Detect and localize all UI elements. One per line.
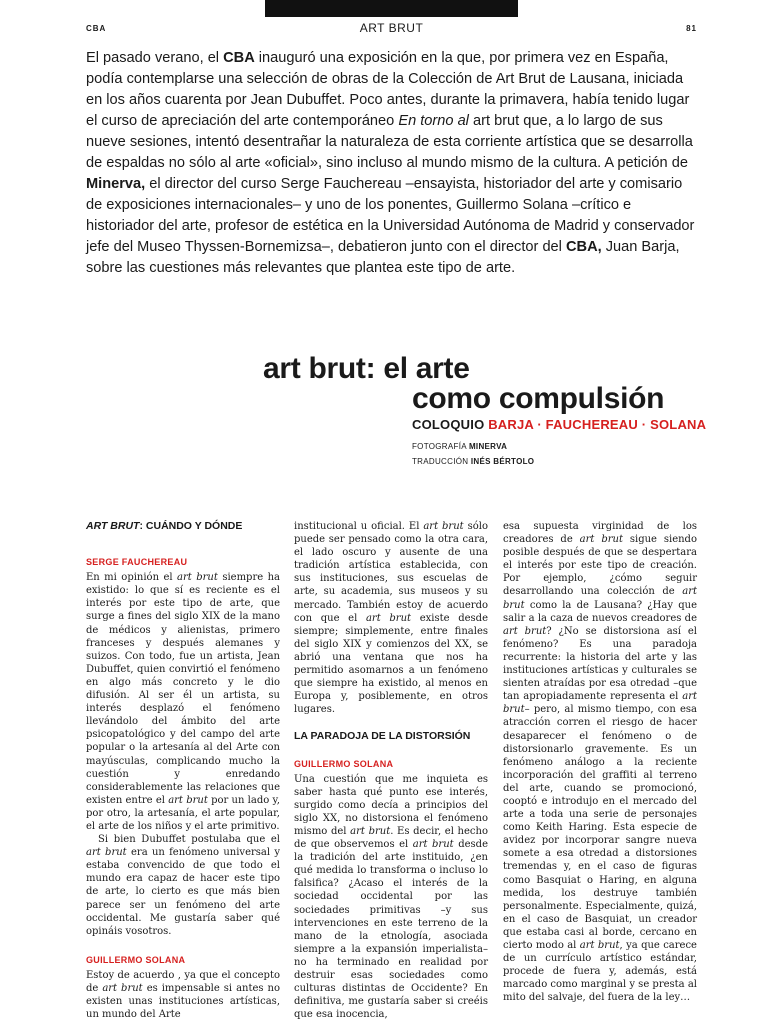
bold-text: Minerva, xyxy=(86,176,146,192)
text-run: como la de Lausana? ¿Hay que salir a la caza de nuevos creadores de xyxy=(503,599,697,624)
text-run: es impensable si antes no existen unas instituciones artísticas, un mundo del Arte xyxy=(86,983,280,1021)
italic-text: art brut xyxy=(579,534,623,546)
italic-text: art brut xyxy=(503,691,697,716)
text-run: , ya que carece de un currículo artístico estándar, procede de fuera y, además, está marcado como marginal y se presta al mito del salvaje, del fuera de la ley… xyxy=(503,940,697,1004)
text-run: existe desde siempre; simplemente, entre finales del siglo XIX y comienzos del XX, se abrió una ventana que nos ha permitido asomarnos a un fenómeno que siempre ha existido, al menos en Europa y, posiblemente, en otros lugares. xyxy=(294,612,488,716)
running-header-title: ART BRUT xyxy=(359,21,424,35)
participant-separator: · xyxy=(537,417,542,432)
text-run: En mi opinión el xyxy=(86,572,178,584)
text-run: Estoy de acuerdo , ya que el concepto de xyxy=(86,969,280,994)
bold-text: CBA xyxy=(223,50,255,66)
italic-text: art brut xyxy=(503,625,547,637)
speaker-name: GUILLERMO SOLANA xyxy=(86,954,186,965)
text-run: El pasado verano, el xyxy=(86,50,224,66)
text-run: inauguró una exposición en la que, por primera vez en España, podía contemplarse una selección de obras de la Colección de Art Brut de Lausana, iniciada en los años cuarenta por Jean Dubuffet. Poco antes, durante la primavera, había tenido lugar el curso de apreciación del arte contemporáneo xyxy=(86,50,690,129)
body-paragraph xyxy=(503,520,697,1004)
section-heading xyxy=(294,730,488,743)
italic-text: art brut xyxy=(503,586,697,611)
italic-text: art brut xyxy=(102,983,143,994)
speaker-name: GUILLERMO SOLANA xyxy=(294,758,394,769)
text-run: Juan Barja, sobre las cuestiones más relevantes que plantea este tipo de arte. xyxy=(86,239,680,276)
body-paragraph xyxy=(294,773,488,1022)
text-run: institucional u oficial. El xyxy=(294,521,424,532)
article-column-2 xyxy=(294,520,488,1021)
text-run: era un fenómeno universal y estaba convencido de que todo el mundo era capaz de hacer este tipo de arte, lo cierto es que más bien parece ser un fenómeno del arte occidental. Me gustaría saber qué opináis vosotros. xyxy=(86,847,280,937)
text-run: . Es decir, el hecho de que observemos el xyxy=(294,825,488,851)
intro-paragraph xyxy=(86,48,702,279)
text-run: Si bien Dubuffet postulaba que el xyxy=(98,834,280,846)
text-run: siempre ha existido: lo que sí es reciente es el interés por este tipo de arte, que surge a fines del siglo XIX de la mano de médicos y alienistas, primero franceses y después alemanes y suizos. Con todo, fue un artista, Jean Dubuffet, quien convirtió el fenómeno en algo más concreto y le dio difusión. Al ser él un artista, su interés desplazó el fenómeno llevándolo del ámbito del arte psicopatológico y del campo del arte popular o la artesanía al del Arte con mayúsculas, complicando mucho la cuestión y enredando considerablemente las relaciones que existen entre el xyxy=(86,572,280,806)
body-paragraph xyxy=(86,833,280,938)
participant-fauchereau: FAUCHEREAU xyxy=(545,417,638,432)
italic-text: ART BRUT xyxy=(86,520,140,532)
translation-label: TRADUCCIÓN xyxy=(412,457,469,466)
text-run: : CUÁNDO Y DÓNDE xyxy=(139,520,243,532)
italic-text: art brut xyxy=(86,847,127,859)
participant-separator: · xyxy=(641,417,647,432)
article-column-3 xyxy=(503,520,697,1004)
coloquio-label: COLOQUIO xyxy=(412,417,485,432)
italic-text: art brut xyxy=(168,794,208,806)
text-run: por un lado y, por otro, la artesanía, el arte popular, el arte de los niños y el arte primitivo. xyxy=(86,794,280,832)
photo-credit-name: MINERVA xyxy=(468,442,508,451)
participant-solana: SOLANA xyxy=(650,417,707,432)
article-title-line-1: art brut: el arte xyxy=(263,352,470,385)
coloquio-line xyxy=(412,417,706,432)
text-run: LA PARADOJA DE LA DISTORSIÓN xyxy=(294,730,471,743)
italic-text: art brut xyxy=(579,940,620,951)
bold-text: CBA, xyxy=(565,239,602,255)
body-paragraph xyxy=(86,969,280,1021)
article-column-1 xyxy=(86,520,280,1021)
translation-credit xyxy=(412,457,534,466)
text-run: ? ¿No se distorsiona así el fenómeno? Es una paradoja recurrente: la historia del arte y las instituciones artísticas y culturales se sienten atraídas por esa otredad –que tan apropiadamente representa el xyxy=(503,625,697,703)
text-run: art brut que, a lo largo de sus nueve sesiones, intentó desentrañar la naturaleza de esta corriente artística que se desarrolla de espaldas no sólo al arte «oficial», sino incluso al mundo mismo de la cultura. A petición de xyxy=(86,113,693,171)
italic-text: art brut xyxy=(177,572,218,584)
speaker-name: SERGE FAUCHEREAU xyxy=(86,557,188,568)
text-run: el director del curso Serge Fauchereau –ensayista, historiador del arte y comisario de exposiciones internacionales– y uno de los ponentes, Guillermo Solana –crítico e historiador del arte, profesor de estética en la Universidad Autónoma de Madrid y conservador jefe del Museo Thyssen-Bornemizsa–, debatieron junto con el director del xyxy=(86,176,695,255)
article-title-line-2: como compulsión xyxy=(412,382,665,415)
italic-text: art brut xyxy=(423,521,464,532)
italic-text: art brut xyxy=(350,825,391,837)
italic-text: art brut xyxy=(365,612,412,624)
italic-text: art brut xyxy=(412,839,454,851)
photo-label: FOTOGRAFÍA xyxy=(412,442,467,451)
text-run: Una cuestión que me inquieta es saber hasta qué punto ese interés, surgido como decía a principios del siglo XX, no distorsiona el fenómeno mismo del xyxy=(294,773,488,837)
body-paragraph xyxy=(294,520,488,716)
photo-credit xyxy=(412,442,507,451)
body-paragraph xyxy=(86,571,280,833)
italic-text: En torno al xyxy=(398,113,469,129)
text-run: – pero, al mismo tiempo, con esa atracción corren el riesgo de hacer desaparecer el fenómeno o de distorsionarlo gravemente. Es un fenómeno análogo a la reciente incorporación del graffiti al terreno del arte, cuando se promocionó, cooptó e introdujo en el mercado del arte a toda una serie de personajes como Keith Haring. Esta especie de avidez por incorporar sangre nueva somete a esa otredad a distorsiones tremendas y, en el caso de figuras como Basquiat o Haring, en alguna medida, los destruye también personalmente. Especialmente, quizá, en el caso de Basquiat, un creador que estaba casi al borde, cercano en cierto modo al xyxy=(503,704,697,951)
text-run: desde la tradición del arte instituido, ¿en qué medida lo transforma o incluso lo falsifica? ¿Acaso el interés de la sociedad occidental por las sociedades primitivas –y sus intervenciones en este terreno de la mano de la etnología, asociada siempre a la expansión imperialista– no ha terminado en realidad por destruir esas sociedades como culturas distintas de Occidente? En definitiva, me gustaría saber si creéis que esa inocencia, xyxy=(294,839,488,1021)
page-number: 81 xyxy=(686,24,697,33)
running-header-left: CBA xyxy=(86,24,107,33)
text-run: sigue siendo posible después de que se despertara el interés por este tipo de creación. Por ejemplo, ¿cómo seguir desarrollando una colección de xyxy=(503,534,697,598)
header-black-bar xyxy=(265,0,518,17)
translation-credit-name: INÉS BÉRTOLO xyxy=(470,457,535,466)
section-heading xyxy=(86,520,280,533)
participant-barja: BARJA xyxy=(488,417,534,432)
text-run: sólo puede ser pensado como la otra cara, el lado oscuro y ausente de una tradición artística establecida, con sus instituciones, sus escuelas de arte, su academia, sus museos y su mercado. También estoy de acuerdo con que el xyxy=(294,521,488,624)
text-run: esa supuesta virginidad de los creadores de xyxy=(503,521,697,546)
